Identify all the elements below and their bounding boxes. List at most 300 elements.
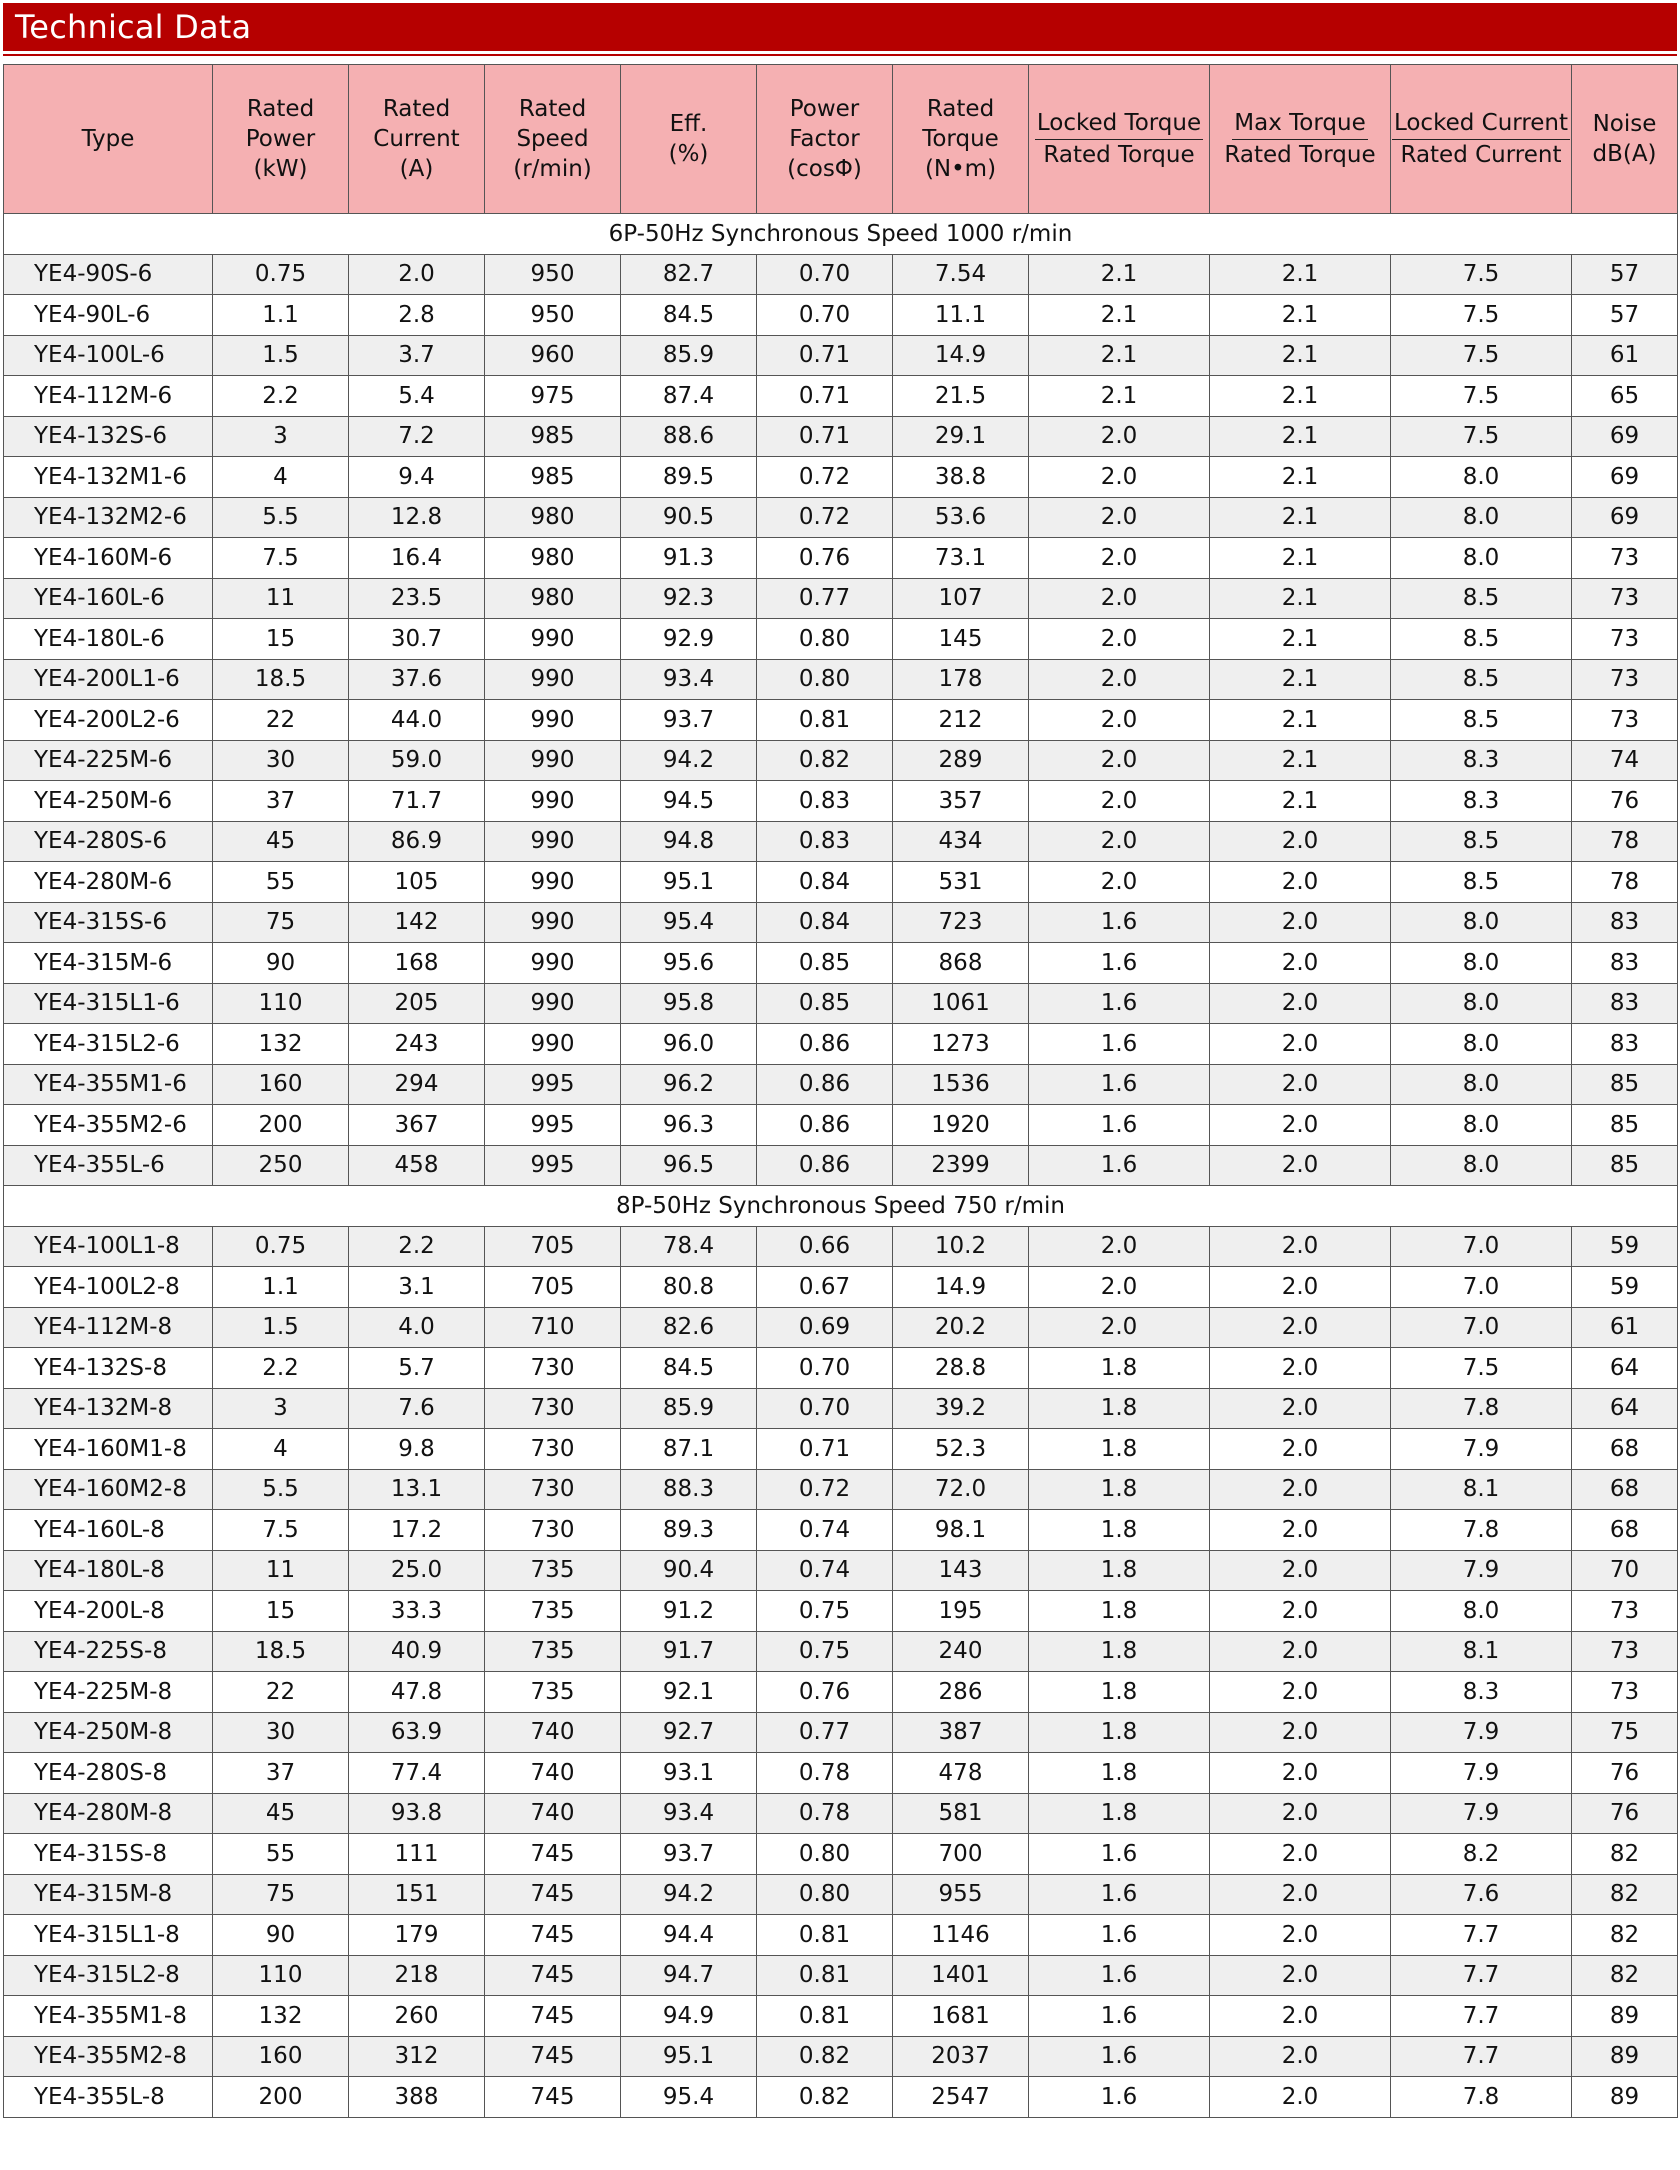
column-header <box>349 65 485 214</box>
table-cell: 8.5 <box>1391 862 1572 903</box>
table-cell: 990 <box>485 983 621 1024</box>
table-cell: 1.8 <box>1029 1753 1210 1794</box>
motor-type-cell: YE4-160L-6 <box>4 578 213 619</box>
table-cell: 92.7 <box>621 1712 757 1753</box>
table-row <box>4 578 1678 619</box>
table-cell: 2.0 <box>1210 1307 1391 1348</box>
table-cell: 0.76 <box>757 538 893 579</box>
motor-type-cell: YE4-355M1-6 <box>4 1064 213 1105</box>
table-cell: 1273 <box>893 1024 1029 1065</box>
table-cell: 0.86 <box>757 1024 893 1065</box>
table-cell: 745 <box>485 1874 621 1915</box>
table-body <box>4 214 1678 2118</box>
table-cell: 47.8 <box>349 1672 485 1713</box>
table-cell: 2399 <box>893 1145 1029 1186</box>
table-cell: 7.9 <box>1391 1793 1572 1834</box>
table-cell: 1.6 <box>1029 943 1210 984</box>
table-cell: 458 <box>349 1145 485 1186</box>
table-row <box>4 1064 1678 1105</box>
table-cell: 7.8 <box>1391 2077 1572 2118</box>
table-cell: 92.9 <box>621 619 757 660</box>
motor-type-cell: YE4-112M-6 <box>4 376 213 417</box>
table-cell: 2.0 <box>1210 1469 1391 1510</box>
table-cell: 868 <box>893 943 1029 984</box>
motor-type-cell: YE4-132M1-6 <box>4 457 213 498</box>
motor-type-cell: YE4-315L2-6 <box>4 1024 213 1065</box>
table-cell: 205 <box>349 983 485 1024</box>
table-cell: 1.6 <box>1029 1024 1210 1065</box>
table-cell: 745 <box>485 1996 621 2037</box>
table-cell: 12.8 <box>349 497 485 538</box>
table-cell: 0.72 <box>757 1469 893 1510</box>
table-cell: 68 <box>1572 1429 1678 1470</box>
table-row <box>4 781 1678 822</box>
table-row <box>4 1388 1678 1429</box>
table-cell: 95.8 <box>621 983 757 1024</box>
table-cell: 995 <box>485 1105 621 1146</box>
table-cell: 0.70 <box>757 254 893 295</box>
motor-type-cell: YE4-225S-8 <box>4 1631 213 1672</box>
table-cell: 1.6 <box>1029 1874 1210 1915</box>
table-cell: 25.0 <box>349 1550 485 1591</box>
table-cell: 55 <box>213 862 349 903</box>
table-row <box>4 1712 1678 1753</box>
table-cell: 2.0 <box>1029 821 1210 862</box>
table-cell: 76 <box>1572 781 1678 822</box>
table-cell: 200 <box>213 2077 349 2118</box>
table-cell: 132 <box>213 1996 349 2037</box>
table-cell: 730 <box>485 1348 621 1389</box>
table-cell: 94.9 <box>621 1996 757 2037</box>
table-cell: 85 <box>1572 1105 1678 1146</box>
table-cell: 96.0 <box>621 1024 757 1065</box>
table-cell: 1.8 <box>1029 1591 1210 1632</box>
table-cell: 82.7 <box>621 254 757 295</box>
table-cell: 960 <box>485 335 621 376</box>
header-line: Noise <box>1592 111 1657 137</box>
table-cell: 1536 <box>893 1064 1029 1105</box>
table-row <box>4 416 1678 457</box>
table-cell: 2.0 <box>1210 902 1391 943</box>
motor-type-cell: YE4-90L-6 <box>4 295 213 336</box>
table-cell: 93.1 <box>621 1753 757 1794</box>
table-row <box>4 295 1678 336</box>
table-cell: 18.5 <box>213 1631 349 1672</box>
table-cell: 7.6 <box>1391 1874 1572 1915</box>
table-cell: 179 <box>349 1915 485 1956</box>
column-header <box>1391 65 1572 214</box>
table-cell: 52.3 <box>893 1429 1029 1470</box>
table-cell: 0.72 <box>757 457 893 498</box>
table-cell: 975 <box>485 376 621 417</box>
table-cell: 8.0 <box>1391 1145 1572 1186</box>
table-cell: 0.76 <box>757 1672 893 1713</box>
table-cell: 68 <box>1572 1510 1678 1551</box>
table-cell: 87.1 <box>621 1429 757 1470</box>
table-cell: 2.1 <box>1029 335 1210 376</box>
table-cell: 2.0 <box>1210 1996 1391 2037</box>
table-cell: 950 <box>485 295 621 336</box>
table-cell: 69 <box>1572 457 1678 498</box>
table-cell: 37.6 <box>349 659 485 700</box>
table-cell: 195 <box>893 1591 1029 1632</box>
table-cell: 168 <box>349 943 485 984</box>
header-line: Type <box>81 126 135 152</box>
table-cell: 745 <box>485 2036 621 2077</box>
motor-type-cell: YE4-280M-8 <box>4 1793 213 1834</box>
table-cell: 73 <box>1572 1631 1678 1672</box>
table-cell: 70 <box>1572 1550 1678 1591</box>
header-numerator: Locked Torque <box>1035 108 1203 140</box>
table-cell: 69 <box>1572 416 1678 457</box>
table-cell: 83 <box>1572 902 1678 943</box>
column-header <box>757 65 893 214</box>
motor-type-cell: YE4-100L2-8 <box>4 1267 213 1308</box>
table-cell: 7.0 <box>1391 1267 1572 1308</box>
table-cell: 61 <box>1572 335 1678 376</box>
table-cell: 73 <box>1572 700 1678 741</box>
table-cell: 1.1 <box>213 1267 349 1308</box>
table-cell: 0.70 <box>757 1348 893 1389</box>
table-row <box>4 254 1678 295</box>
table-cell: 2.0 <box>1029 740 1210 781</box>
header-denominator: Rated Current <box>1400 142 1562 168</box>
table-cell: 985 <box>485 416 621 457</box>
table-cell: 14.9 <box>893 335 1029 376</box>
table-cell: 111 <box>349 1834 485 1875</box>
table-cell: 7.54 <box>893 254 1029 295</box>
table-row <box>4 1672 1678 1713</box>
table-cell: 73 <box>1572 538 1678 579</box>
table-row <box>4 1226 1678 1267</box>
column-header <box>485 65 621 214</box>
table-row <box>4 902 1678 943</box>
table-cell: 745 <box>485 1834 621 1875</box>
table-cell: 89 <box>1572 1996 1678 2037</box>
table-cell: 0.80 <box>757 1834 893 1875</box>
table-cell: 0.71 <box>757 376 893 417</box>
page-title: Technical Data <box>15 8 252 46</box>
table-cell: 93.4 <box>621 1793 757 1834</box>
table-cell: 240 <box>893 1631 1029 1672</box>
table-cell: 2.0 <box>1029 416 1210 457</box>
table-cell: 8.0 <box>1391 1064 1572 1105</box>
table-cell: 218 <box>349 1955 485 1996</box>
table-cell: 1.6 <box>1029 2036 1210 2077</box>
group-header-row <box>4 214 1678 255</box>
table-cell: 77.4 <box>349 1753 485 1794</box>
table-cell: 8.5 <box>1391 619 1572 660</box>
table-cell: 0.75 <box>757 1631 893 1672</box>
motor-type-cell: YE4-315M-8 <box>4 1874 213 1915</box>
table-row <box>4 1510 1678 1551</box>
table-cell: 990 <box>485 700 621 741</box>
table-cell: 75 <box>213 902 349 943</box>
table-cell: 260 <box>349 1996 485 2037</box>
table-cell: 2.1 <box>1210 376 1391 417</box>
table-cell: 1920 <box>893 1105 1029 1146</box>
table-cell: 7.5 <box>213 538 349 579</box>
table-cell: 0.77 <box>757 1712 893 1753</box>
table-cell: 8.0 <box>1391 497 1572 538</box>
motor-type-cell: YE4-180L-6 <box>4 619 213 660</box>
table-row <box>4 1429 1678 1470</box>
table-cell: 15 <box>213 1591 349 1632</box>
header-line: Rated <box>382 96 451 122</box>
table-row <box>4 821 1678 862</box>
table-cell: 84.5 <box>621 295 757 336</box>
table-cell: 705 <box>485 1226 621 1267</box>
motor-type-cell: YE4-355M2-6 <box>4 1105 213 1146</box>
table-cell: 0.74 <box>757 1550 893 1591</box>
table-cell: 2.2 <box>213 1348 349 1389</box>
table-cell: 2.0 <box>1210 1631 1391 1672</box>
table-cell: 0.74 <box>757 1510 893 1551</box>
table-cell: 11 <box>213 1550 349 1591</box>
table-row <box>4 1631 1678 1672</box>
motor-type-cell: YE4-160L-8 <box>4 1510 213 1551</box>
table-cell: 0.84 <box>757 902 893 943</box>
table-cell: 2.0 <box>1029 700 1210 741</box>
column-header <box>4 65 213 214</box>
table-cell: 93.7 <box>621 1834 757 1875</box>
table-cell: 2.0 <box>1210 1024 1391 1065</box>
table-cell: 87.4 <box>621 376 757 417</box>
motor-type-cell: YE4-100L-6 <box>4 335 213 376</box>
table-cell: 7.7 <box>1391 1996 1572 2037</box>
table-cell: 57 <box>1572 254 1678 295</box>
table-cell: 86.9 <box>349 821 485 862</box>
table-cell: 2.1 <box>1210 416 1391 457</box>
table-cell: 387 <box>893 1712 1029 1753</box>
table-cell: 2.0 <box>1210 1510 1391 1551</box>
motor-type-cell: YE4-132S-6 <box>4 416 213 457</box>
table-cell: 1.8 <box>1029 1712 1210 1753</box>
table-cell: 990 <box>485 659 621 700</box>
table-cell: 2.0 <box>1210 1145 1391 1186</box>
table-cell: 63.9 <box>349 1712 485 1753</box>
motor-type-cell: YE4-250M-8 <box>4 1712 213 1753</box>
table-cell: 90 <box>213 943 349 984</box>
table-cell: 90.5 <box>621 497 757 538</box>
table-cell: 2.1 <box>1210 335 1391 376</box>
table-cell: 8.5 <box>1391 700 1572 741</box>
table-cell: 740 <box>485 1712 621 1753</box>
table-cell: 286 <box>893 1672 1029 1713</box>
table-cell: 8.0 <box>1391 457 1572 498</box>
table-cell: 2.0 <box>1029 1226 1210 1267</box>
table-cell: 7.6 <box>349 1388 485 1429</box>
table-cell: 39.2 <box>893 1388 1029 1429</box>
table-cell: 985 <box>485 457 621 498</box>
table-cell: 0.86 <box>757 1105 893 1146</box>
table-cell: 2.0 <box>1029 457 1210 498</box>
table-cell: 2.0 <box>1210 1348 1391 1389</box>
header-line: Rated <box>246 96 315 122</box>
motor-type-cell: YE4-280S-6 <box>4 821 213 862</box>
table-cell: 8.0 <box>1391 1105 1572 1146</box>
table-cell: 151 <box>349 1874 485 1915</box>
table-header <box>4 65 1678 214</box>
table-cell: 8.5 <box>1391 821 1572 862</box>
table-cell: 0.78 <box>757 1753 893 1794</box>
motor-type-cell: YE4-100L1-8 <box>4 1226 213 1267</box>
table-cell: 40.9 <box>349 1631 485 1672</box>
table-row <box>4 1996 1678 2037</box>
table-cell: 735 <box>485 1550 621 1591</box>
table-cell: 76 <box>1572 1793 1678 1834</box>
table-cell: 95.6 <box>621 943 757 984</box>
motor-type-cell: YE4-200L2-6 <box>4 700 213 741</box>
table-cell: 13.1 <box>349 1469 485 1510</box>
motor-type-cell: YE4-315L1-8 <box>4 1915 213 1956</box>
table-cell: 1.8 <box>1029 1429 1210 1470</box>
table-cell: 94.7 <box>621 1955 757 1996</box>
table-cell: 91.3 <box>621 538 757 579</box>
table-cell: 2.0 <box>349 254 485 295</box>
motor-type-cell: YE4-355L-6 <box>4 1145 213 1186</box>
table-cell: 735 <box>485 1672 621 1713</box>
table-cell: 990 <box>485 619 621 660</box>
group-label: 6P-50Hz Synchronous Speed 1000 r/min <box>4 214 1678 255</box>
table-cell: 7.5 <box>1391 1348 1572 1389</box>
table-cell: 0.70 <box>757 295 893 336</box>
header-numerator: Max Torque <box>1232 108 1367 140</box>
table-cell: 2547 <box>893 2077 1029 2118</box>
table-cell: 0.80 <box>757 1874 893 1915</box>
table-row <box>4 1307 1678 1348</box>
header-line: Torque <box>922 126 999 152</box>
table-cell: 73 <box>1572 1672 1678 1713</box>
table-cell: 0.77 <box>757 578 893 619</box>
table-cell: 0.71 <box>757 335 893 376</box>
table-cell: 98.1 <box>893 1510 1029 1551</box>
table-cell: 0.86 <box>757 1145 893 1186</box>
table-cell: 90 <box>213 1915 349 1956</box>
table-cell: 0.83 <box>757 821 893 862</box>
table-cell: 110 <box>213 1955 349 1996</box>
motor-type-cell: YE4-160M1-8 <box>4 1429 213 1470</box>
table-cell: 2.0 <box>1210 1591 1391 1632</box>
table-cell: 85 <box>1572 1145 1678 1186</box>
motor-type-cell: YE4-160M-6 <box>4 538 213 579</box>
table-cell: 73.1 <box>893 538 1029 579</box>
table-cell: 73 <box>1572 1591 1678 1632</box>
table-cell: 1.6 <box>1029 2077 1210 2118</box>
table-cell: 110 <box>213 983 349 1024</box>
table-row <box>4 376 1678 417</box>
table-cell: 105 <box>349 862 485 903</box>
table-cell: 94.2 <box>621 1874 757 1915</box>
table-cell: 3 <box>213 1388 349 1429</box>
table-cell: 735 <box>485 1591 621 1632</box>
motor-type-cell: YE4-132M2-6 <box>4 497 213 538</box>
header-line: (kW) <box>253 156 308 182</box>
table-cell: 2.0 <box>1210 1753 1391 1794</box>
table-cell: 367 <box>349 1105 485 1146</box>
table-cell: 8.0 <box>1391 983 1572 1024</box>
table-cell: 0.82 <box>757 2036 893 2077</box>
table-cell: 0.82 <box>757 740 893 781</box>
table-cell: 2.1 <box>1210 457 1391 498</box>
table-cell: 0.86 <box>757 1064 893 1105</box>
motor-type-cell: YE4-355M2-8 <box>4 2036 213 2077</box>
table-cell: 990 <box>485 821 621 862</box>
table-cell: 0.75 <box>757 1591 893 1632</box>
motor-type-cell: YE4-112M-8 <box>4 1307 213 1348</box>
table-cell: 2.0 <box>1210 1105 1391 1146</box>
table-cell: 1.5 <box>213 1307 349 1348</box>
table-cell: 73 <box>1572 578 1678 619</box>
table-row <box>4 538 1678 579</box>
table-cell: 1.6 <box>1029 1834 1210 1875</box>
table-cell: 91.7 <box>621 1631 757 1672</box>
table-cell: 0.70 <box>757 1388 893 1429</box>
table-cell: 17.2 <box>349 1510 485 1551</box>
header-line: (N•m) <box>924 156 997 182</box>
table-row <box>4 740 1678 781</box>
table-cell: 0.82 <box>757 2077 893 2118</box>
table-cell: 95.4 <box>621 2077 757 2118</box>
table-cell: 388 <box>349 2077 485 2118</box>
table-cell: 1.6 <box>1029 1145 1210 1186</box>
table-cell: 2.0 <box>1210 1834 1391 1875</box>
table-cell: 9.8 <box>349 1429 485 1470</box>
table-cell: 2.1 <box>1210 538 1391 579</box>
table-row <box>4 1793 1678 1834</box>
table-cell: 23.5 <box>349 578 485 619</box>
motor-type-cell: YE4-132S-8 <box>4 1348 213 1389</box>
table-cell: 37 <box>213 1753 349 1794</box>
motor-type-cell: YE4-225M-8 <box>4 1672 213 1713</box>
table-cell: 0.85 <box>757 983 893 1024</box>
table-cell: 8.3 <box>1391 740 1572 781</box>
table-cell: 84.5 <box>621 1348 757 1389</box>
table-cell: 2.0 <box>1029 619 1210 660</box>
group-label: 8P-50Hz Synchronous Speed 750 r/min <box>4 1186 1678 1227</box>
table-cell: 980 <box>485 538 621 579</box>
table-cell: 2.0 <box>1210 1955 1391 1996</box>
table-cell: 7.9 <box>1391 1550 1572 1591</box>
table-cell: 0.66 <box>757 1226 893 1267</box>
header-denominator: Rated Torque <box>1224 142 1376 168</box>
table-cell: 96.5 <box>621 1145 757 1186</box>
table-cell: 8.5 <box>1391 578 1572 619</box>
table-cell: 5.7 <box>349 1348 485 1389</box>
table-cell: 2.0 <box>1210 821 1391 862</box>
table-row <box>4 1105 1678 1146</box>
header-line: Rated <box>926 96 995 122</box>
table-cell: 740 <box>485 1753 621 1794</box>
table-cell: 8.0 <box>1391 1024 1572 1065</box>
table-row <box>4 2077 1678 2118</box>
table-cell: 132 <box>213 1024 349 1065</box>
table-cell: 1681 <box>893 1996 1029 2037</box>
header-line: (r/min) <box>513 156 592 182</box>
header-line: Current <box>373 126 460 152</box>
table-cell: 85.9 <box>621 335 757 376</box>
table-cell: 723 <box>893 902 1029 943</box>
table-cell: 243 <box>349 1024 485 1065</box>
table-cell: 0.84 <box>757 862 893 903</box>
table-cell: 1.8 <box>1029 1793 1210 1834</box>
table-cell: 7.9 <box>1391 1712 1572 1753</box>
table-cell: 1146 <box>893 1915 1029 1956</box>
table-cell: 4 <box>213 1429 349 1470</box>
table-cell: 0.71 <box>757 1429 893 1470</box>
motor-type-cell: YE4-315S-6 <box>4 902 213 943</box>
table-cell: 990 <box>485 1024 621 1065</box>
